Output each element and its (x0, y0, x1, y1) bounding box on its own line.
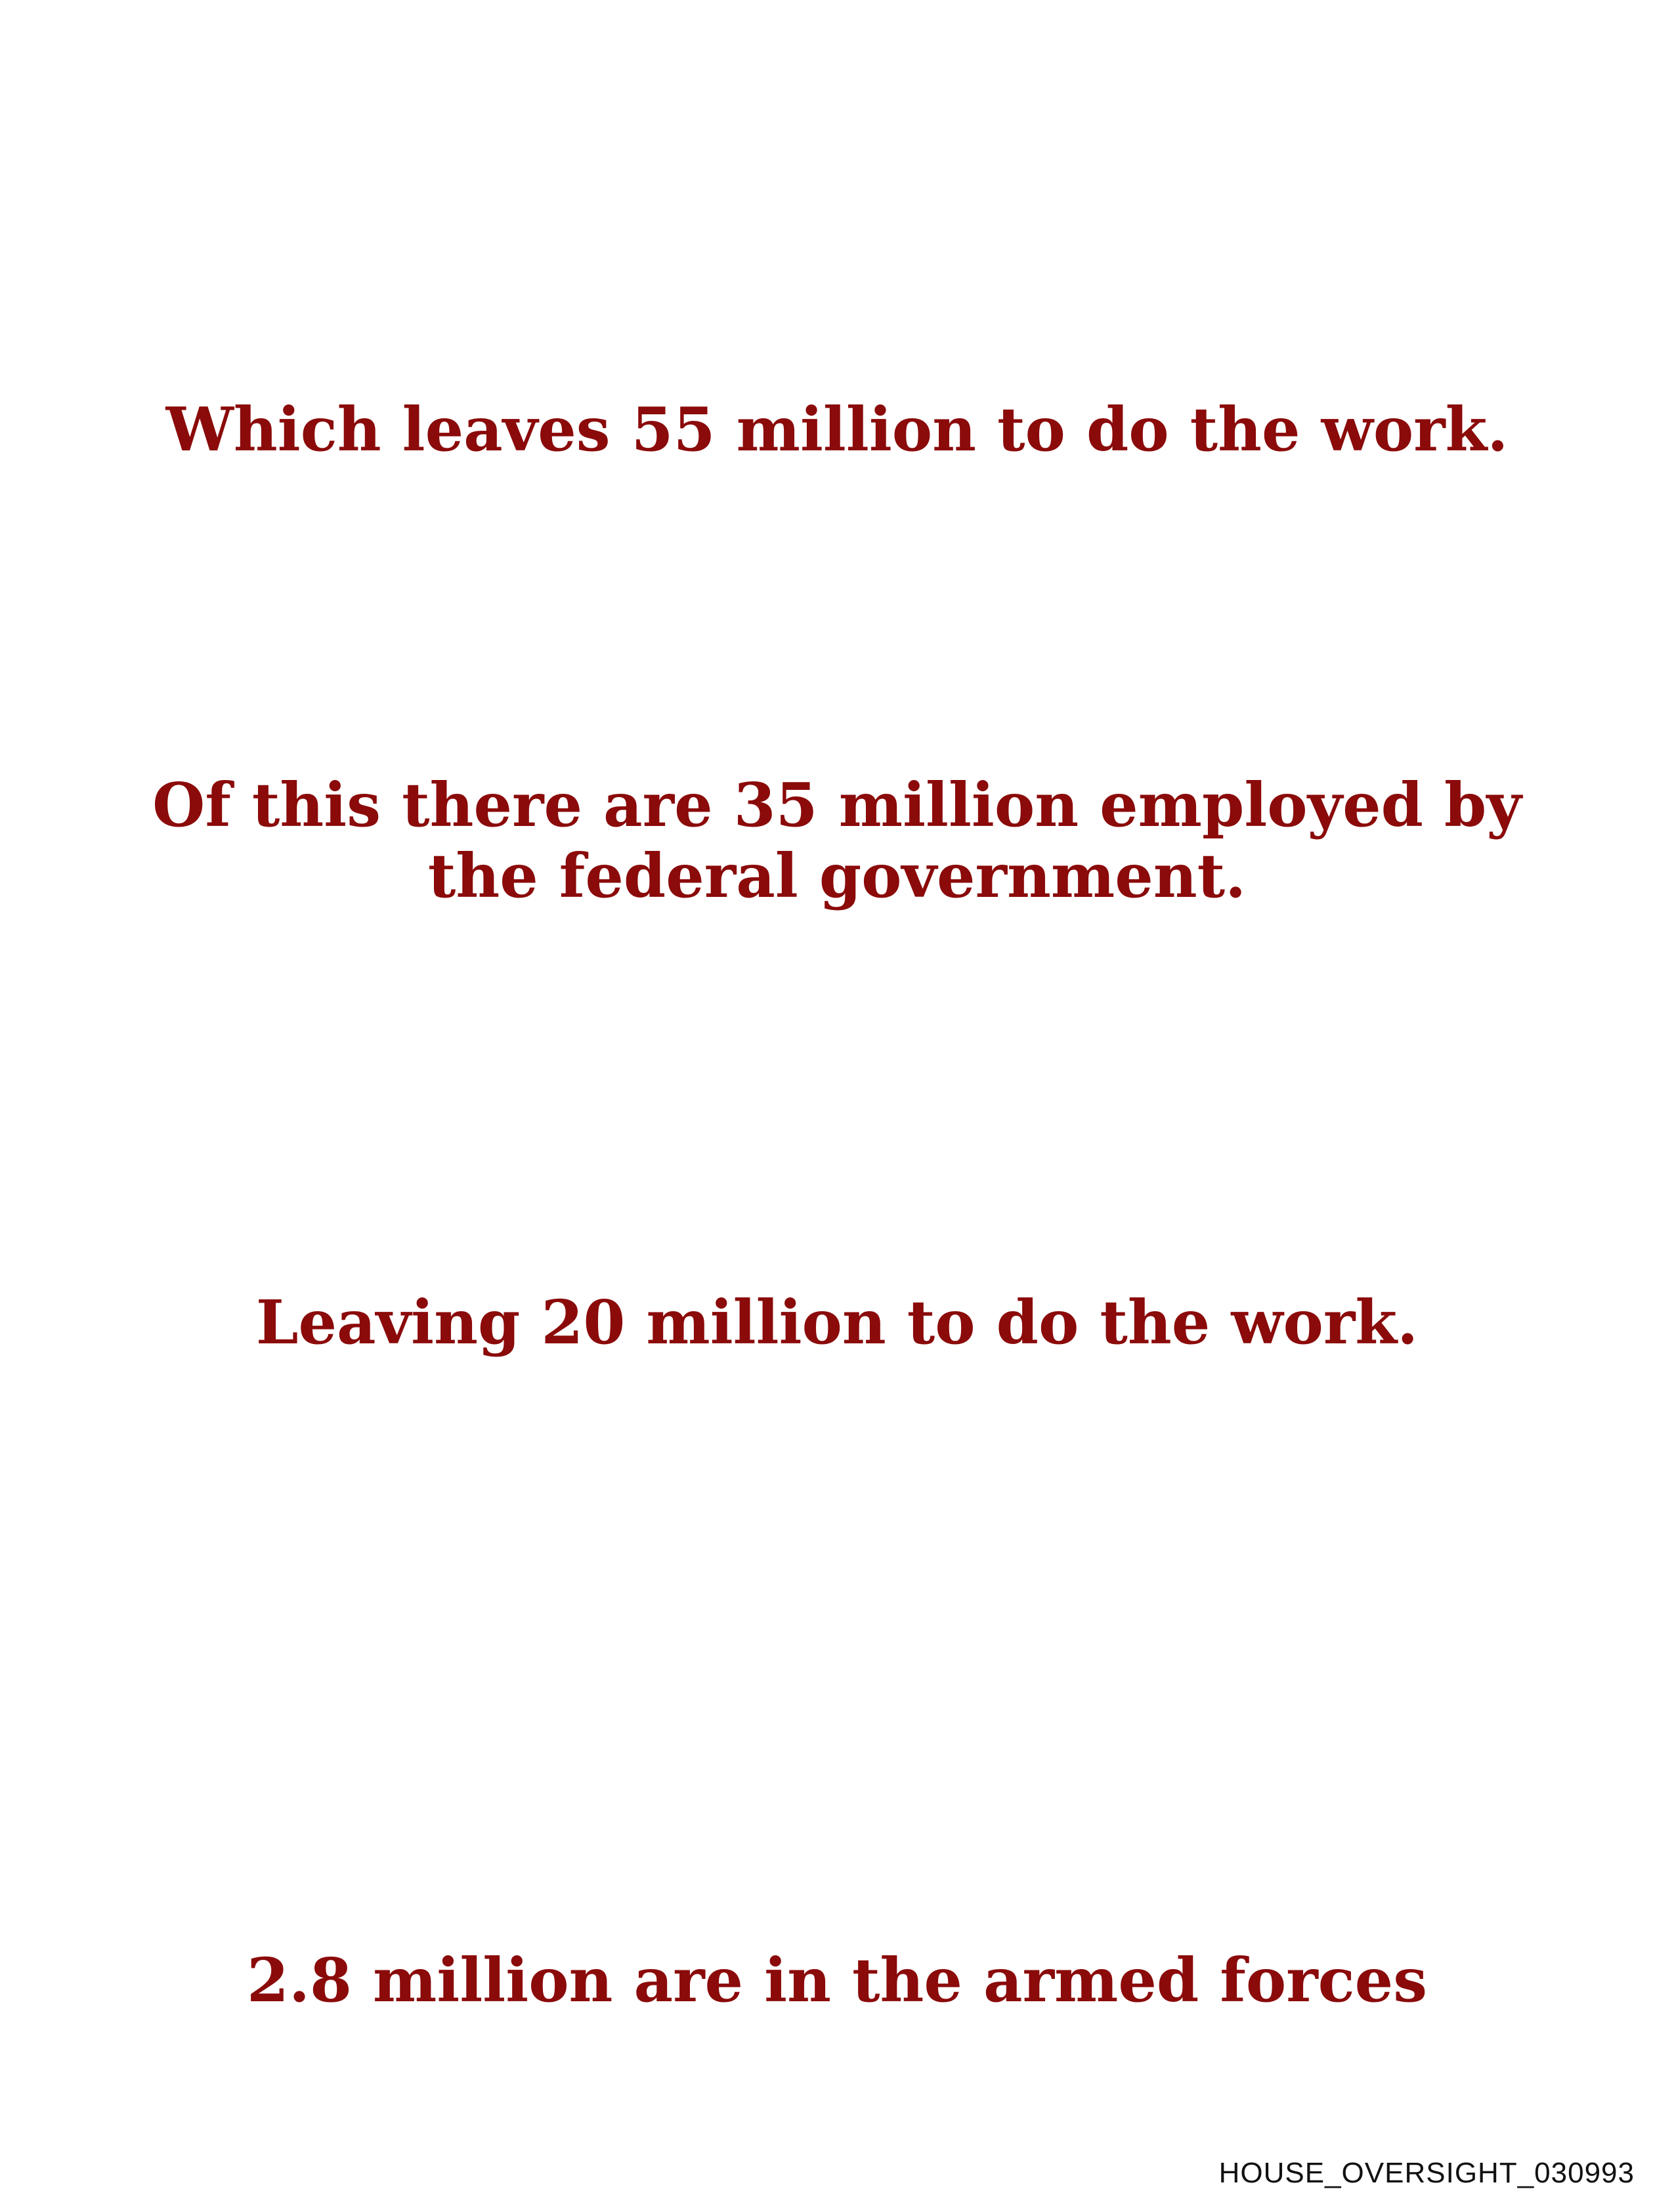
statement-line: Which leaves 55 million to do the work. (165, 394, 1509, 465)
statement-line: Of this there are 35 million employed by (152, 770, 1522, 840)
statement-armed-forces (0, 1945, 1674, 2016)
statement-leaving-workers (0, 1287, 1674, 1358)
bates-number: HOUSE_OVERSIGHT_030993 (1218, 2157, 1635, 2189)
statement-line: Leaving 20 million to do the work. (255, 1287, 1419, 1358)
statement-line: the federal government. (427, 840, 1247, 911)
statement-workers-remaining (0, 394, 1674, 465)
statement-federal-employees (0, 770, 1674, 911)
statement-line: 2.8 million are in the armed forces (246, 1945, 1428, 2016)
